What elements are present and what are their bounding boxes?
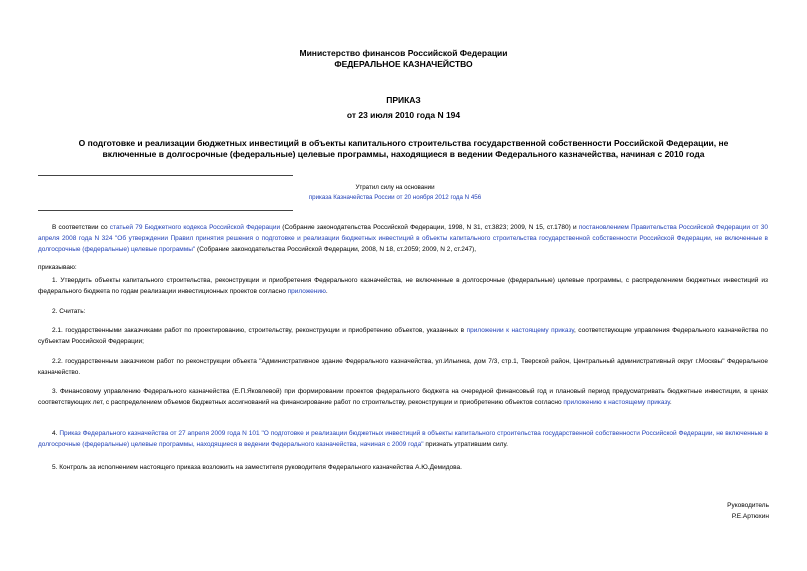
divider-top: [38, 175, 293, 176]
repeal-note-text: Утратил силу на основании: [355, 184, 435, 191]
item-5: 5. Контроль за исполнением настоящего приказа возложить на заместителя руководителя Федерального казначейства А.Ю.Демидова.: [52, 464, 462, 471]
item-2: 2. Считать:: [52, 308, 86, 315]
item-1-end: .: [325, 288, 328, 295]
preamble-text-2: (Собрание законодательства Российской Федерации, 1998, N 31, ст.3823; 2009, N 15, ст.1780) и: [280, 224, 579, 231]
item-3-end: .: [669, 399, 672, 406]
appendix-link[interactable]: приложению: [287, 288, 326, 295]
item-1: [38, 275, 768, 297]
item-3-text: 3. Финансовому управлению Федерального казначейства (Е.П.Яковлевой) при формировании проектов федерального бюджета на очередной финансовый год и плановый период предусматривать бюджетные инвестиции, в ценах соответствующих лет, с распределением объемов бюджетных ассигнований на финансирование работ по строительству, реконструкции и приобретению объектов согласно: [38, 388, 768, 406]
document-title-line-1: О подготовке и реализации бюджетных инвестиций в объекты капитального строительства государственной собственности Российской Федерации, не: [78, 138, 729, 148]
signature-block: [727, 500, 769, 522]
item-2-1: [38, 325, 768, 347]
item-1-text: 1. Утвердить объекты капитального строительства, реконструкции и приобретения Федерального казначейства, не включенные в долгосрочные (федеральные) целевые программы, с распределением бюджетных инвестиций из федерального бюджета по годам реализации инвестиционных проектов согласно: [38, 277, 768, 295]
divider-bottom: [38, 210, 293, 211]
signature-name: Р.Е.Артюхин: [731, 513, 769, 520]
preamble-paragraph: [38, 222, 768, 255]
document-date-number: от 23 июля 2010 года N 194: [346, 110, 461, 120]
preamble-text-1: В соответствии со: [52, 224, 110, 231]
government-resolution-link[interactable]: постановлением Правительства Российской Федерации от 30 апреля 2008 года N 324 "Об утверждении Правил принятия решения о подготовке и реализации бюджетных инвестиций в объекты капитального строительства государственной собственности Российской Федерации, не включенные в долгосрочные (федеральные) целевые программы": [38, 224, 768, 253]
appendix-to-order-link-2[interactable]: приложению к настоящему приказу: [563, 399, 670, 406]
item-4: [38, 428, 768, 450]
repeal-order-link[interactable]: приказа Казначейства России от 20 ноября 2012 года N 456: [308, 194, 482, 201]
item-2-2: 2.2. государственным заказчиком работ по реконструкции объекта "Административное здание Федерального казначейства, ул.Ильинка, дом 7/3, стр.1, Тверской район, Центральный административный округ г.Москвы" Федеральное казначейство.: [38, 358, 768, 376]
appendix-to-order-link[interactable]: приложении к настоящему приказу: [466, 327, 574, 334]
item-3: [38, 386, 768, 408]
repeal-note: [240, 183, 550, 203]
agency-name: ФЕДЕРАЛЬНОЕ КАЗНАЧЕЙСТВО: [334, 59, 473, 69]
item-4-end: признать утратившим силу.: [423, 441, 508, 448]
preamble-text-3: (Собрание законодательства Российской Федерации, 2008, N 18, ст.2059; 2009, N 2, ст.247),: [195, 246, 477, 253]
ministry-name: Министерство финансов Российской Федерации: [299, 48, 508, 58]
item-2-1-end: , соответствующие управления Федерального казначейства по субъектам Российской Федерации;: [38, 327, 768, 345]
order-word: приказываю:: [38, 264, 77, 271]
signature-role: Руководитель: [727, 502, 769, 509]
repealed-order-link[interactable]: Приказ Федерального казначейства от 27 апреля 2009 года N 101 "О подготовке и реализации бюджетных инвестиций в объекты капитального строительства государственной собственности Российской Федерации, не включенные в долгосрочные (федеральные) целевые программы, находящиеся в ведении Федерального казначейства, начиная с 2009 года": [38, 430, 768, 448]
budget-code-link[interactable]: статьей 79 Бюджетного кодекса Российской Федерации: [109, 224, 281, 231]
item-4-text: 4.: [52, 430, 60, 437]
item-2-1-text: 2.1. государственными заказчиками работ по проектированию, строительству, реконструкции и приобретению объектов, указанных в: [52, 327, 467, 334]
document-title-line-2: включенные в долгосрочные (федеральные) целевые программы, находящиеся в ведении Федерального казначейства, начиная с 2010 года: [102, 149, 705, 159]
document-type: ПРИКАЗ: [386, 95, 421, 105]
